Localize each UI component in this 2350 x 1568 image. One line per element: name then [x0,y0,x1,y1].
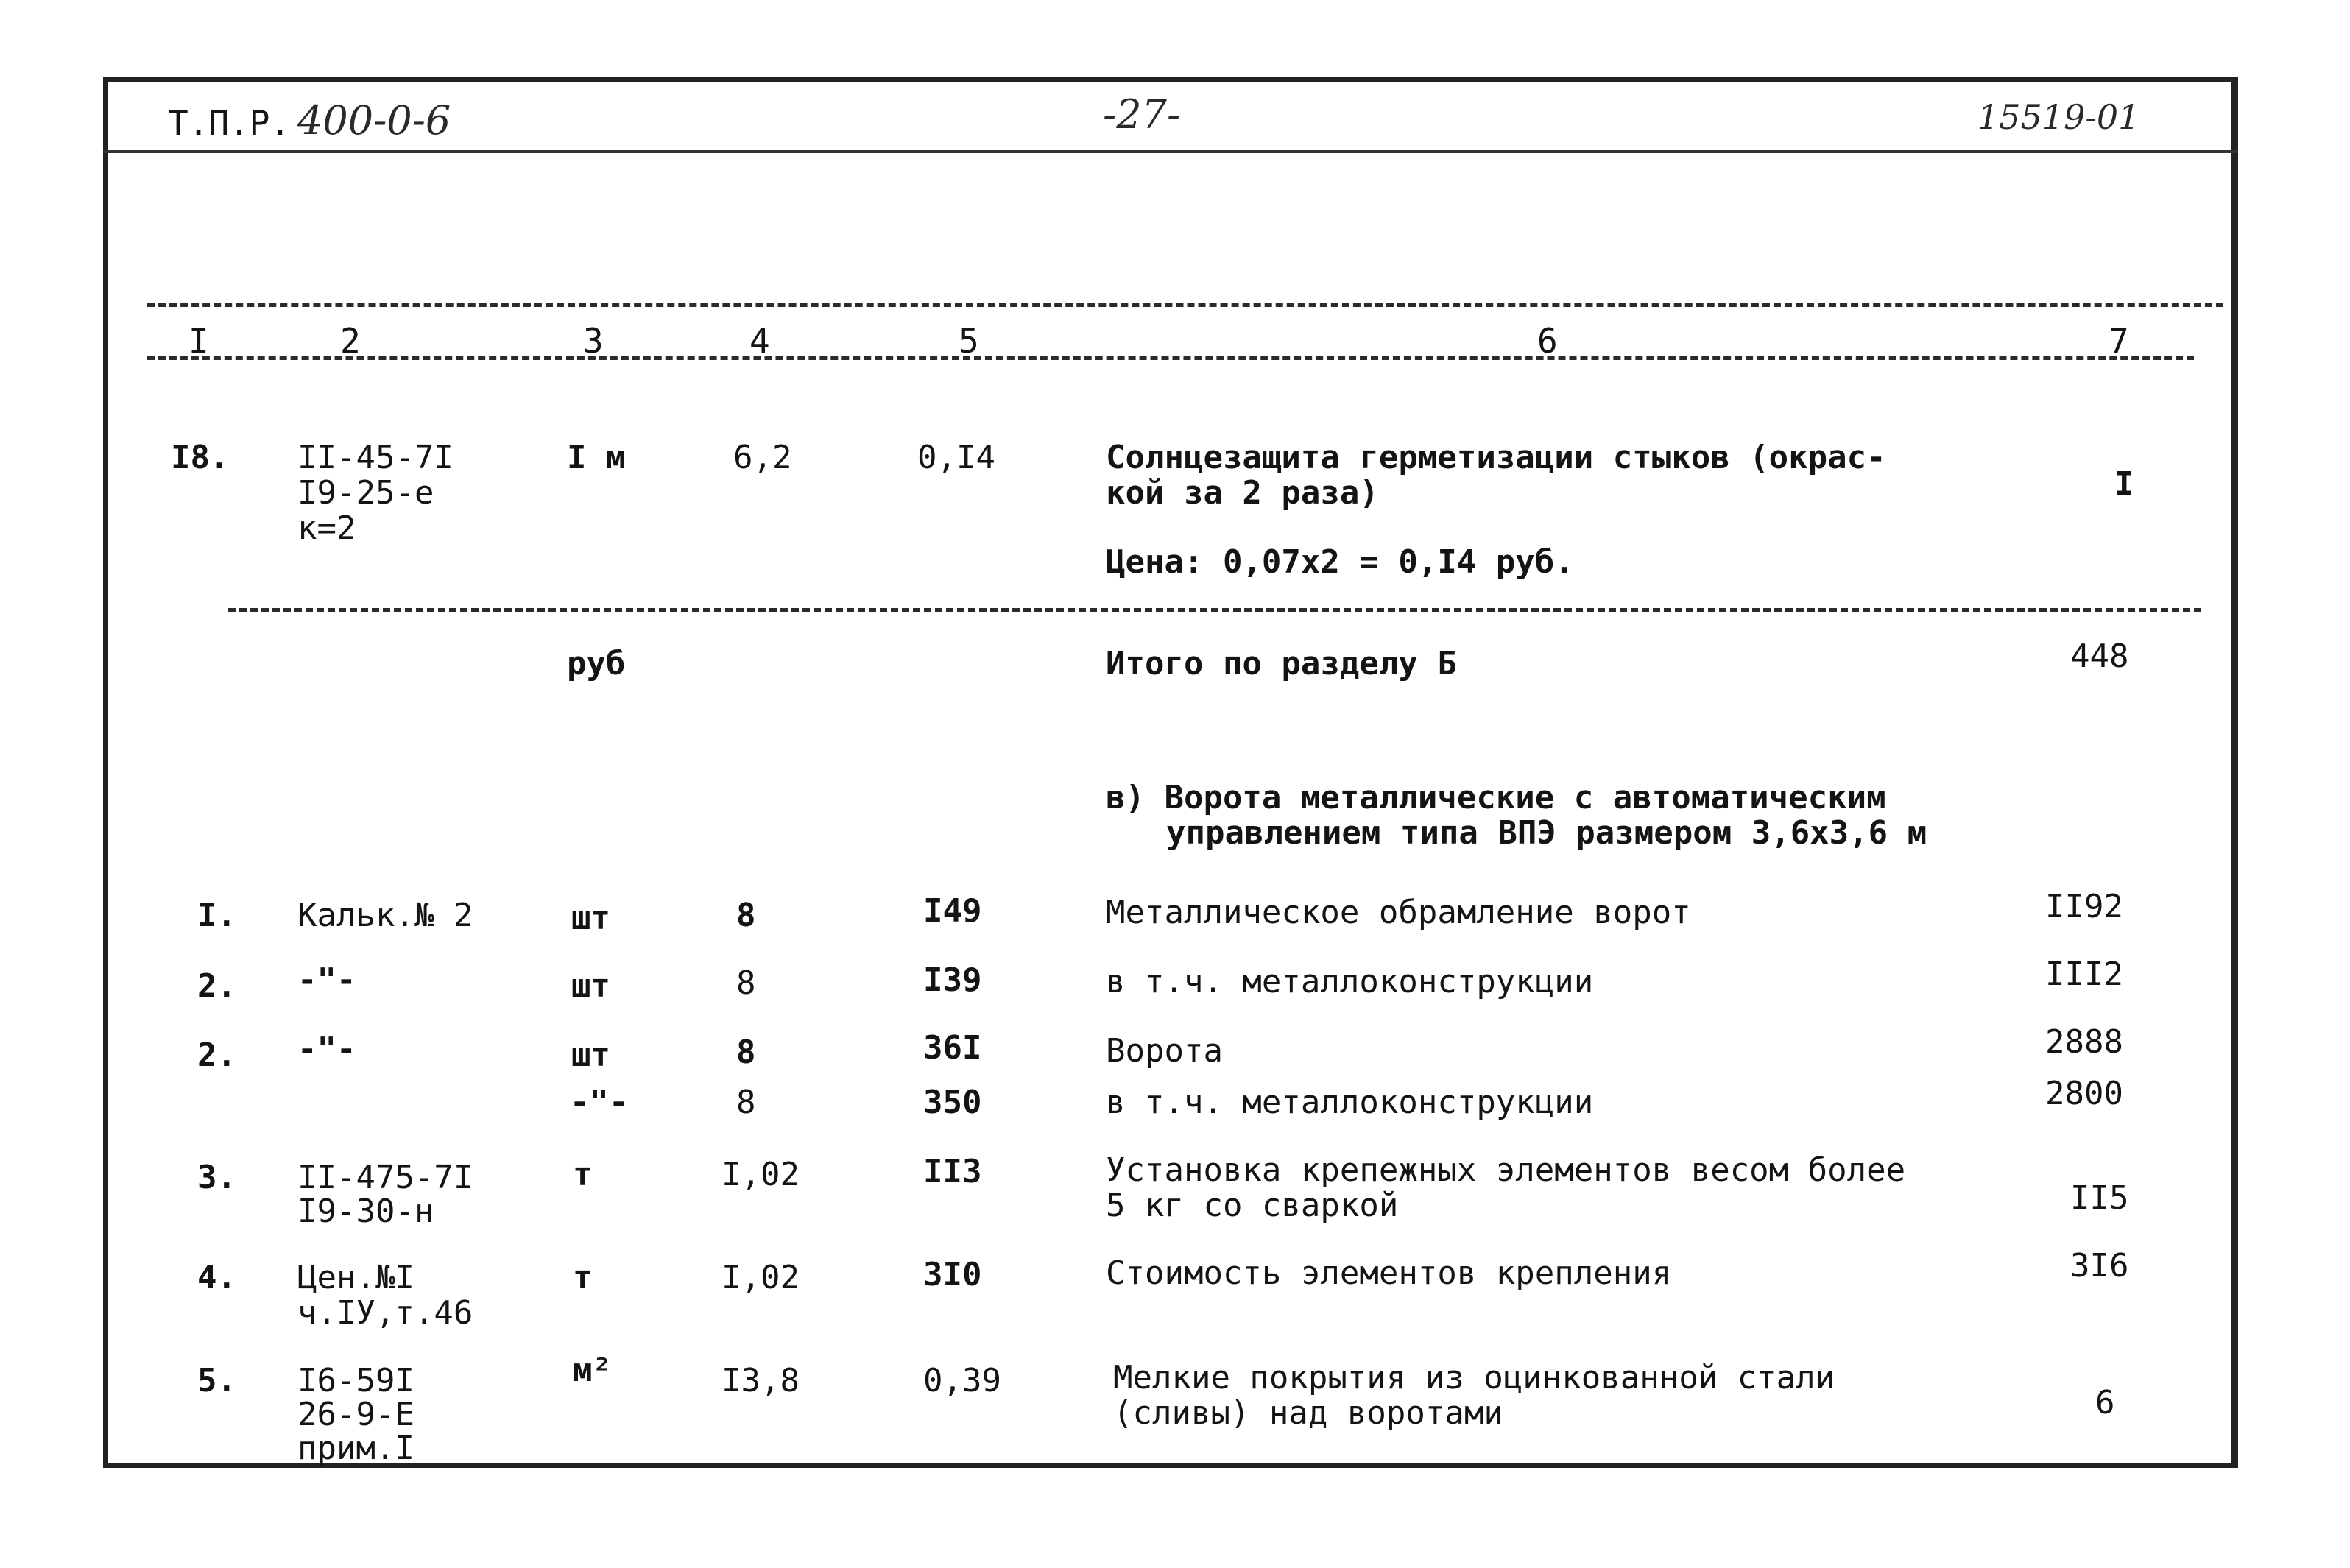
row-total: 6 [2095,1384,2115,1422]
column-number-4: 4 [749,321,770,361]
row-description-line: Металлическое обрамление ворот [1106,894,1691,931]
doc-code: 15519-01 [1977,97,2140,137]
row-unit: I м [567,439,626,476]
row-unit-price: 3I0 [923,1256,982,1293]
row-total: 3I6 [2070,1247,2129,1285]
page-number: -27- [1103,91,1181,138]
row-quantity: 8 [736,897,756,934]
column-number-5: 5 [959,321,979,361]
row-code-line: ч.IУ,т.46 [297,1294,473,1332]
row-code-line: I6-59I [297,1362,414,1399]
row-number: I8. [171,439,230,476]
column-header-top-rule [147,303,2223,307]
subtotal-label: Итого по разделу Б [1106,645,1457,682]
row-unit-price: 0,I4 [917,439,995,476]
row-quantity: 8 [736,1084,756,1121]
row-number: 2. [197,1036,236,1074]
row-unit: шт [571,1036,610,1074]
row-quantity: I,02 [721,1156,800,1193]
row-total: II5 [2070,1179,2129,1217]
row-description-line: Стоимость элементов крепления [1106,1254,1672,1292]
row-unit: шт [571,900,610,937]
row-total: 2888 [2045,1023,2123,1061]
column-number-6: 6 [1537,321,1558,361]
column-header-bottom-rule [147,356,2194,360]
row-total: II92 [2045,888,2123,925]
row-number: I. [197,897,236,934]
doc-prefix: Т.П.Р. [168,103,291,143]
row-quantity: I3,8 [721,1362,800,1399]
row-description-line: Установка крепежных элементов весом более [1106,1151,1906,1189]
row-unit-price: II3 [923,1153,982,1190]
row-description-line: (сливы) над воротами [1113,1394,1503,1432]
section-title-line: управлением типа ВПЭ размером 3,6х3,6 м [1166,814,1927,852]
row-number: 3. [197,1159,236,1196]
row-quantity: 8 [736,1034,756,1071]
row-description-line: Мелкие покрытия из оцинкованной стали [1113,1359,1835,1396]
row-quantity: 6,2 [733,439,792,476]
subtotal-rule [228,608,2201,612]
row-code-line: I9-25-e [297,474,434,512]
section-title-line: в) Ворота металлические с автоматическим [1106,779,1886,816]
row-description-line: 5 кг со сваркой [1106,1187,1399,1224]
row-description-line: в т.ч. металлоконструкции [1106,963,1594,1000]
row-total: 2800 [2045,1075,2123,1112]
row-unit: т [573,1259,593,1296]
row-description-line: Солнцезащита герметизации стыков (окрас- [1106,439,1886,476]
row-code-line: 26-9-Е [297,1396,414,1433]
header-divider [103,150,2238,153]
row-number: 2. [197,967,236,1005]
subtotal-unit: руб [567,645,626,682]
row-unit-price: 0,39 [923,1362,1001,1399]
column-number-2: 2 [340,321,361,361]
row-code-line: -"- [297,1031,356,1068]
row-price-note: Цена: 0,07х2 = 0,I4 руб. [1106,543,1574,581]
row-code-line: к=2 [297,509,356,547]
row-code-line: прим.I [297,1430,414,1467]
row-unit: м² [573,1352,612,1389]
column-number-7: 7 [2109,321,2129,361]
row-description-line: Ворота [1106,1032,1223,1070]
row-number: 5. [197,1362,236,1399]
row-number: 4. [197,1259,236,1296]
row-unit-price: I39 [923,961,982,999]
doc-number: 400-0-6 [297,97,451,144]
row-unit: шт [571,967,610,1005]
row-total: I [2114,465,2134,503]
subtotal-value: 448 [2070,638,2129,675]
row-code-line: II-475-7I [297,1159,473,1196]
row-code-line: -"- [297,961,356,999]
column-number-1: I [188,321,209,361]
row-unit: т [573,1156,593,1193]
row-unit-price: 350 [923,1084,982,1121]
row-quantity: I,02 [721,1259,800,1296]
row-unit-price: I49 [923,892,982,930]
row-code-line: I9-30-н [297,1193,434,1230]
row-unit-price: 36I [923,1029,982,1067]
row-quantity: 8 [736,964,756,1002]
row-code-line: Цен.№I [297,1259,414,1296]
row-total: III2 [2045,956,2123,993]
row-code-line: II-45-7I [297,439,454,476]
row-description-line: в т.ч. металлоконструкции [1106,1084,1594,1121]
column-number-3: 3 [583,321,604,361]
row-code-line: Кальк.№ 2 [297,897,473,934]
row-unit: -"- [570,1084,629,1121]
row-description-line: кой за 2 раза) [1106,474,1379,512]
